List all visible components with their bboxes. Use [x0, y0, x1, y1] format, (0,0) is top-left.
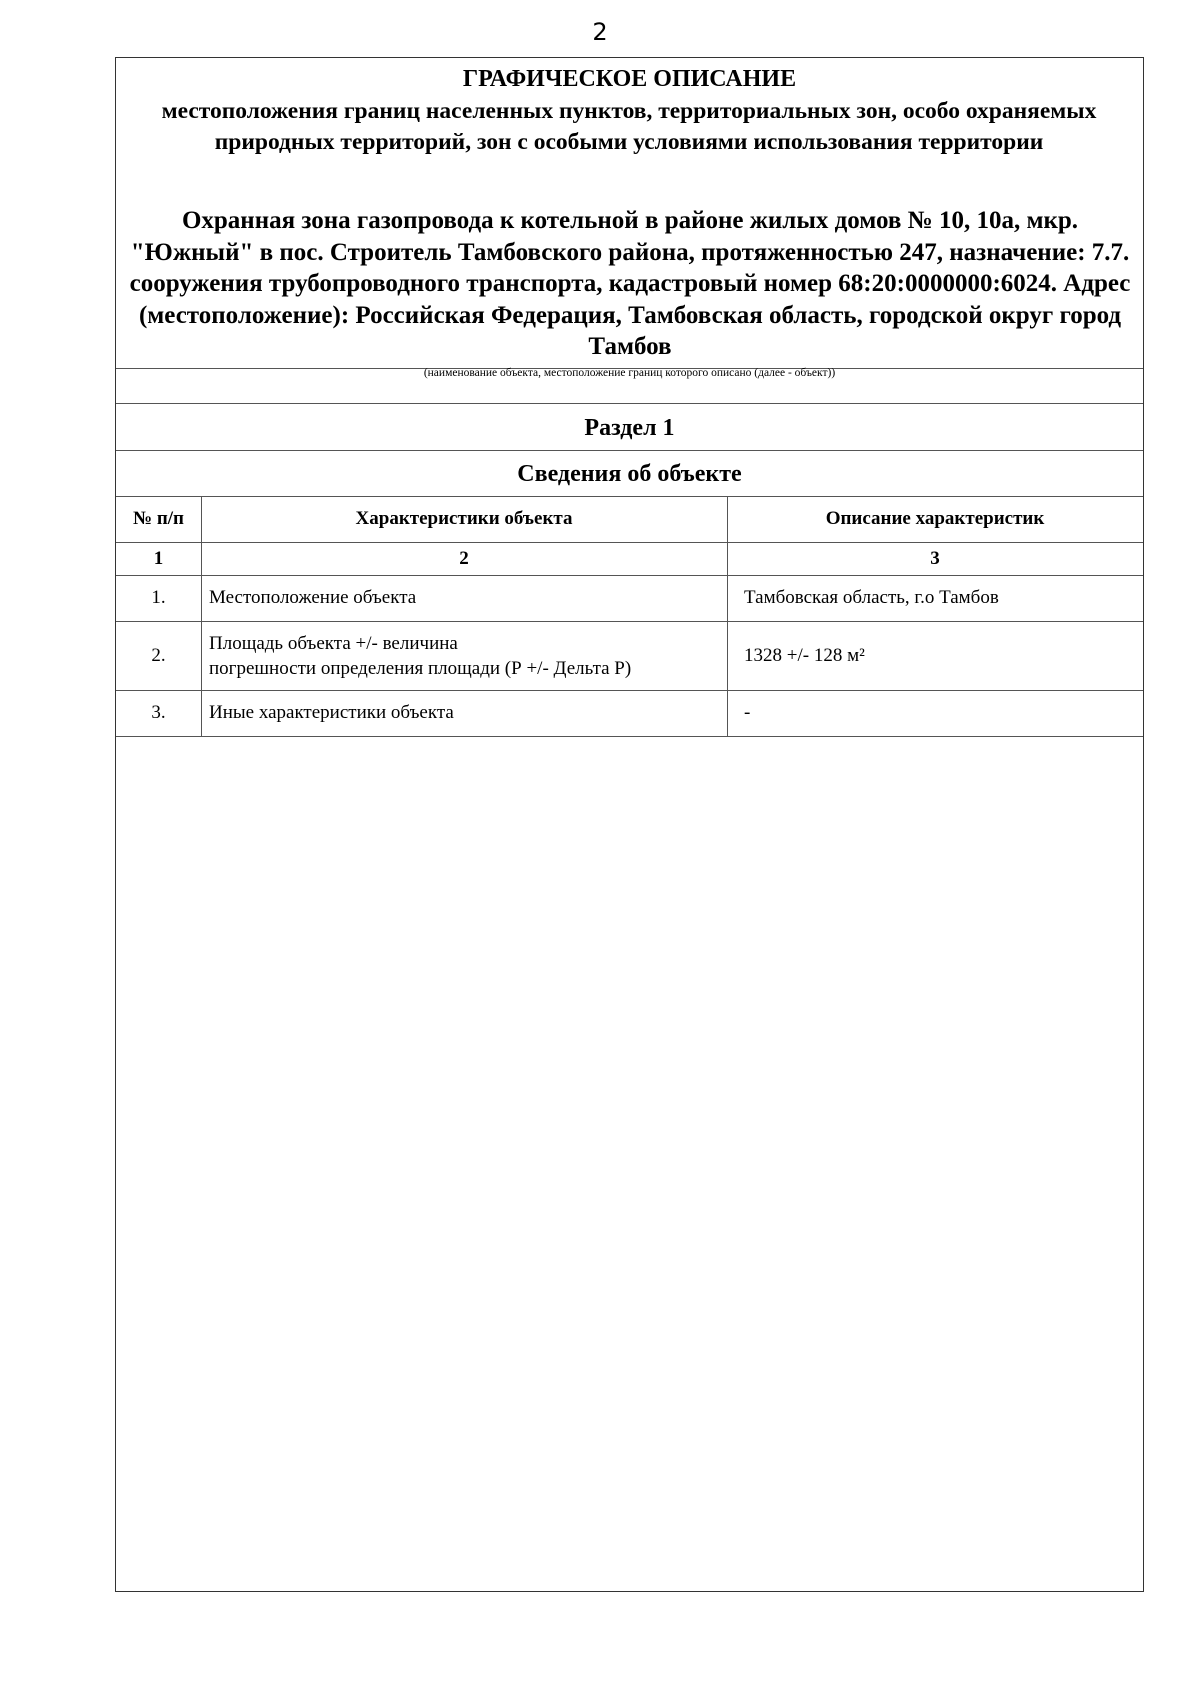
row-number: 2. — [151, 644, 166, 666]
row-characteristic: Иные характеристики объекта — [209, 702, 454, 723]
row-characteristic-line: Площадь объекта +/- величина — [209, 632, 458, 654]
section-title: Раздел 1 — [584, 415, 675, 441]
row-number: 3. — [151, 702, 166, 723]
row-description: Тамбовская область, г.о Тамбов — [744, 587, 999, 608]
document-frame — [115, 57, 1144, 1592]
row-characteristic: Местоположение объекта — [209, 587, 417, 608]
header-cell-description: Описание характеристик — [825, 508, 1045, 529]
row-characteristic — [201, 621, 727, 690]
page-number: 2 — [592, 18, 608, 46]
column-number-2: 2 — [459, 547, 469, 569]
row-characteristic-line: погрешности определения площади (Р +/- Дельта Р) — [209, 657, 632, 679]
object-name-caption: (наименование объекта, местоположение границ которого описано (далее - объект)) — [423, 367, 836, 379]
row-description: 1328 +/- 128 м² — [744, 644, 865, 666]
header-cell-number: № п/п — [132, 508, 185, 529]
row-description: - — [744, 702, 751, 723]
document-title: ГРАФИЧЕСКОЕ ОПИСАНИЕ — [462, 66, 797, 92]
section-subtitle: Сведения об объекте — [517, 461, 742, 487]
column-number-1: 1 — [153, 547, 164, 569]
row-number: 1. — [151, 587, 166, 608]
column-number-3: 3 — [930, 547, 940, 569]
document-subtitle: местоположения границ населенных пунктов, территориальных зон, особо охраняемых природных территорий, зон с особыми условиями использования территории — [161, 98, 1097, 155]
divider — [116, 736, 1143, 737]
divider — [116, 450, 1143, 451]
header-cell-characteristic: Характеристики объекта — [355, 508, 573, 529]
divider — [116, 403, 1143, 404]
object-name: Охранная зона газопровода к котельной в районе жилых домов № 10, 10а, мкр. "Южный" в пос. Строитель Тамбовского района, протяженностью 247, назначение: 7.7. сооружения трубопроводного транспорта, кадастровый номер 68:20:0000000:6024. Адрес (местоположение): Российская Федерация, Тамбовская область, городской округ город Тамбов — [129, 207, 1131, 360]
